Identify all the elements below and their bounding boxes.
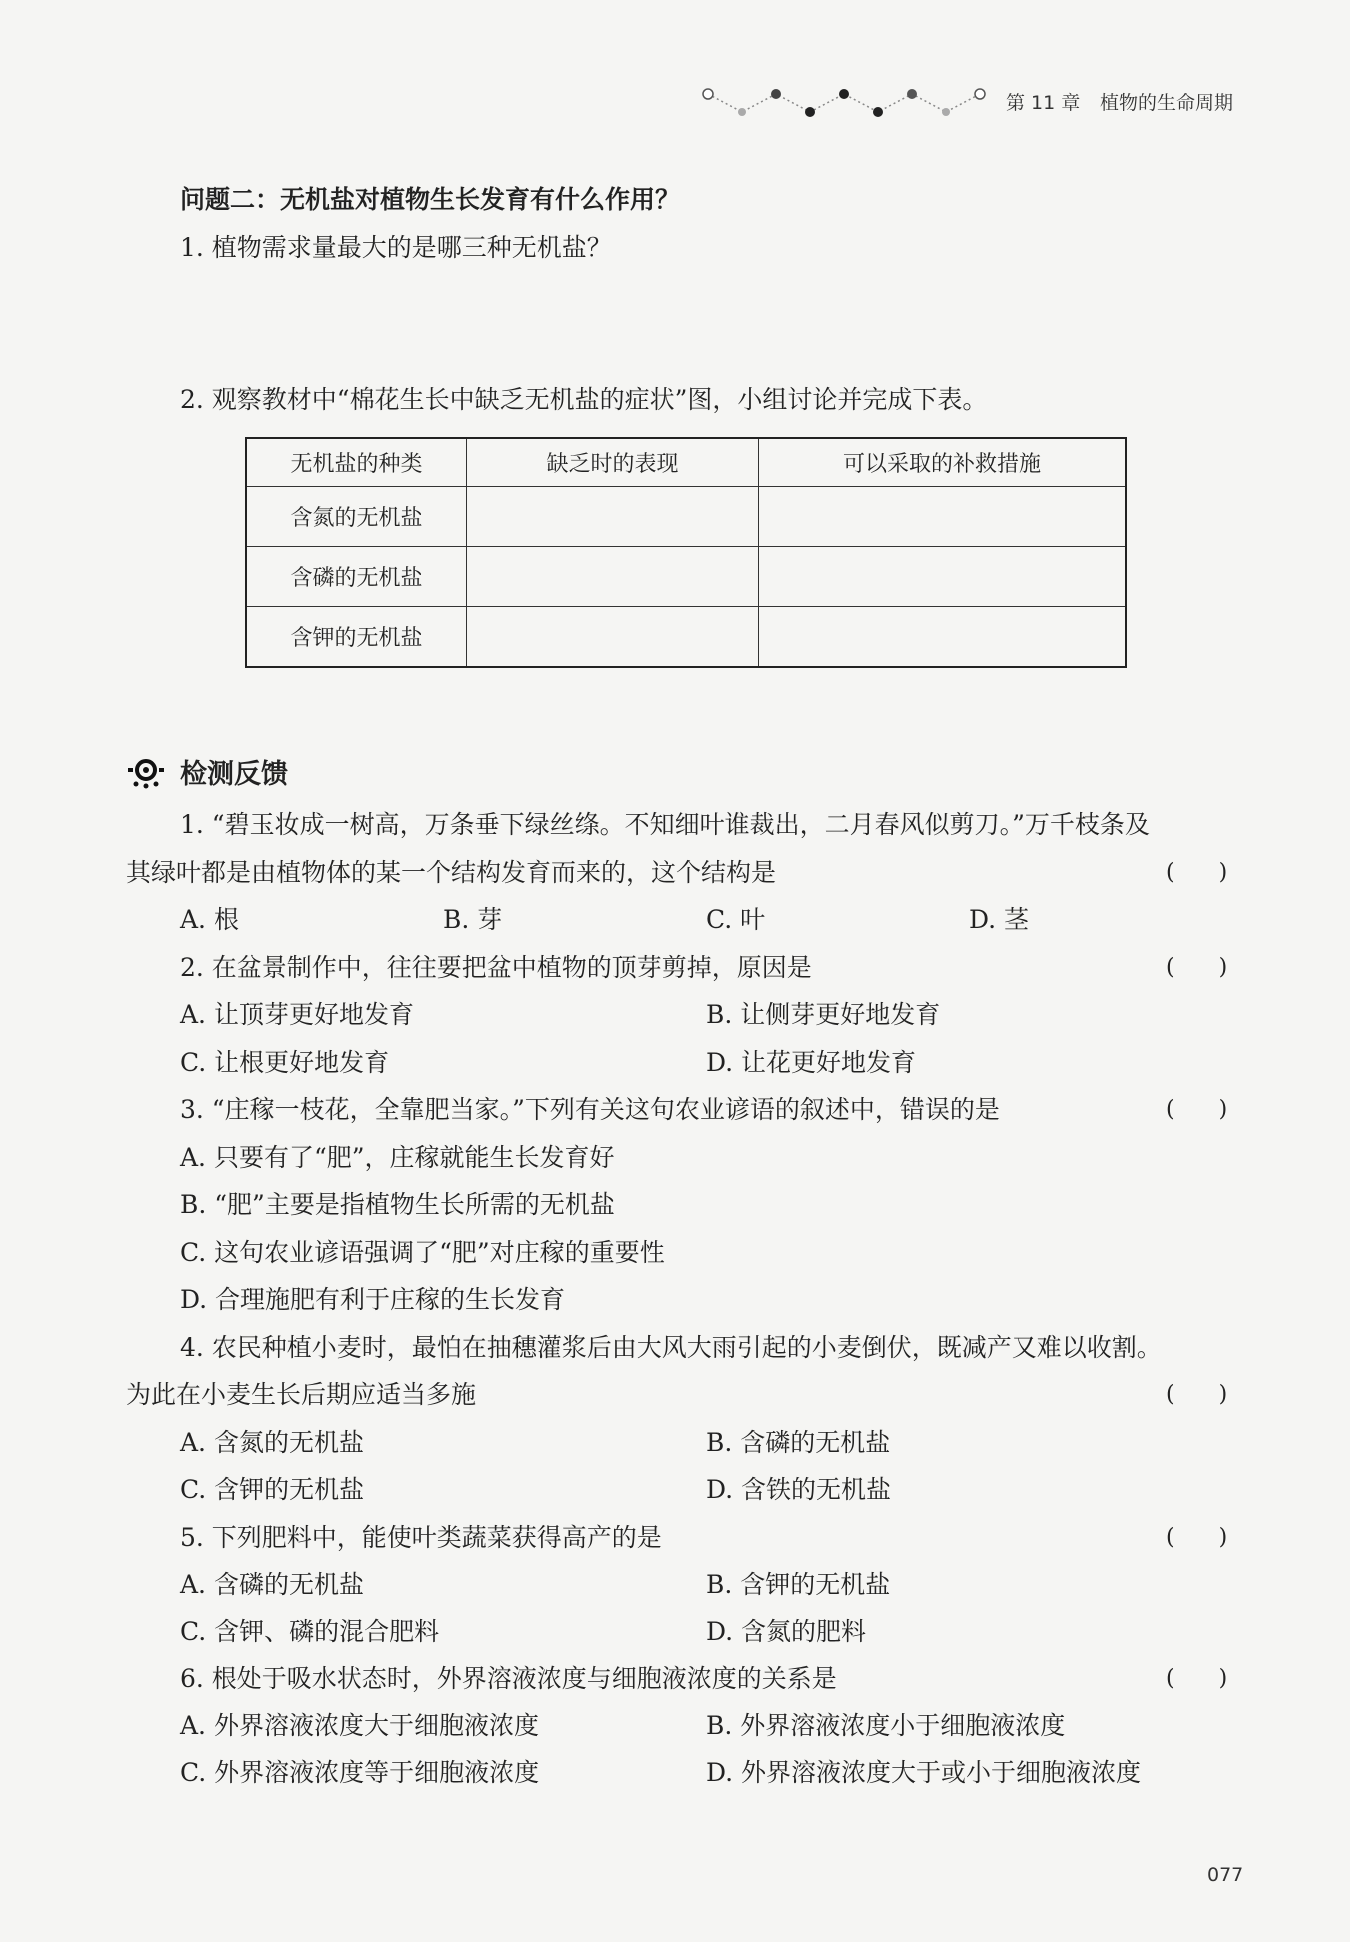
q6-option-c: C. 外界溶液浓度等于细胞液浓度 [180, 1758, 540, 1787]
q4-line2: 为此在小麦生长后期应适当多施 [126, 1380, 477, 1409]
q1-option-a: A. 根 [180, 905, 239, 934]
answer-bracket[interactable]: ( ) [1166, 860, 1228, 885]
magnifier-icon [126, 754, 166, 790]
q4-line1: 4. 农民种植小麦时，最怕在抽穗灌浆后由大风大雨引起的小麦倒伏，既减产又难以收割。 [180, 1333, 1162, 1362]
answer-bracket[interactable]: ( ) [1166, 1382, 1228, 1407]
q2-option-a: A. 让顶芽更好地发育 [180, 1000, 414, 1029]
header-dots-decoration [700, 84, 990, 124]
table-header-cell: 可以采取的补救措施 [759, 438, 1127, 487]
q5-option-a: A. 含磷的无机盐 [180, 1570, 364, 1599]
q5-option-c: C. 含钾、磷的混合肥料 [180, 1617, 440, 1646]
answer-bracket[interactable]: ( ) [1166, 955, 1228, 980]
answer-bracket[interactable]: ( ) [1166, 1097, 1228, 1122]
q3-stem: 3. “庄稼一枝花，全靠肥当家。”下列有关这句农业谚语的叙述中，错误的是 [180, 1095, 1000, 1124]
table-cell: 含磷的无机盐 [246, 547, 467, 607]
mineral-salt-table [245, 437, 1127, 668]
table-cell: 含氮的无机盐 [246, 487, 467, 547]
table-cell: 含钾的无机盐 [246, 607, 467, 668]
q5-option-d: D. 含氮的肥料 [706, 1617, 867, 1646]
table-row [246, 547, 1126, 607]
section-title: 检测反馈 [180, 759, 288, 790]
q6-option-d: D. 外界溶液浓度大于或小于细胞液浓度 [706, 1758, 1142, 1787]
q6-option-a: A. 外界溶液浓度大于细胞液浓度 [180, 1711, 539, 1740]
table-answer-cell[interactable] [467, 487, 759, 547]
q4-option-c: C. 含钾的无机盐 [180, 1475, 365, 1504]
question2-item2: 2. 观察教材中“棉花生长中缺乏无机盐的症状”图，小组讨论并完成下表。 [180, 385, 988, 414]
table-answer-cell[interactable] [759, 487, 1127, 547]
q1-line2: 其绿叶都是由植物体的某一个结构发育而来的，这个结构是 [126, 858, 777, 887]
q5-option-b: B. 含钾的无机盐 [706, 1570, 891, 1599]
q2-option-b: B. 让侧芽更好地发育 [706, 1000, 941, 1029]
table-answer-cell[interactable] [759, 607, 1127, 668]
question2-heading: 问题二：无机盐对植物生长发育有什么作用？ [180, 185, 681, 214]
table-row [246, 487, 1126, 547]
q4-option-b: B. 含磷的无机盐 [706, 1428, 891, 1457]
q6-option-b: B. 外界溶液浓度小于细胞液浓度 [706, 1711, 1066, 1740]
table-header-cell: 无机盐的种类 [246, 438, 467, 487]
q6-stem: 6. 根处于吸水状态时，外界溶液浓度与细胞液浓度的关系是 [180, 1664, 837, 1693]
chapter-title: 植物的生命周期 [1100, 92, 1234, 114]
table-header-row [246, 438, 1126, 487]
table-answer-cell[interactable] [467, 607, 759, 668]
q1-option-d: D. 茎 [969, 905, 1030, 934]
q1-option-c: C. 叶 [706, 905, 766, 934]
q2-option-d: D. 让花更好地发育 [706, 1048, 917, 1077]
q4-option-a: A. 含氮的无机盐 [180, 1428, 364, 1457]
q5-stem: 5. 下列肥料中，能使叶类蔬菜获得高产的是 [180, 1523, 662, 1552]
q3-option-d: D. 合理施肥有利于庄稼的生长发育 [180, 1285, 566, 1314]
page-number: 077 [1207, 1864, 1244, 1886]
table-answer-cell[interactable] [759, 547, 1127, 607]
q1-option-b: B. 芽 [443, 905, 503, 934]
table-row [246, 607, 1126, 668]
q2-stem: 2. 在盆景制作中，往往要把盆中植物的顶芽剪掉，原因是 [180, 953, 812, 982]
chapter-label: 第 11 章 [1006, 92, 1081, 114]
question2-item1: 1. 植物需求量最大的是哪三种无机盐？ [180, 233, 612, 262]
q3-option-c: C. 这句农业谚语强调了“肥”对庄稼的重要性 [180, 1238, 665, 1267]
answer-bracket[interactable]: ( ) [1166, 1666, 1228, 1691]
table-header-cell: 缺乏时的表现 [467, 438, 759, 487]
q4-option-d: D. 含铁的无机盐 [706, 1475, 892, 1504]
q3-option-a: A. 只要有了“肥”，庄稼就能生长发育好 [180, 1143, 615, 1172]
answer-bracket[interactable]: ( ) [1166, 1525, 1228, 1550]
table-answer-cell[interactable] [467, 547, 759, 607]
q3-option-b: B. “肥”主要是指植物生长所需的无机盐 [180, 1190, 615, 1219]
q2-option-c: C. 让根更好地发育 [180, 1048, 390, 1077]
q1-line1: 1. “碧玉妆成一树高，万条垂下绿丝绦。不知细叶谁裁出，二月春风似剪刀。”万千枝条及 [180, 810, 1150, 839]
